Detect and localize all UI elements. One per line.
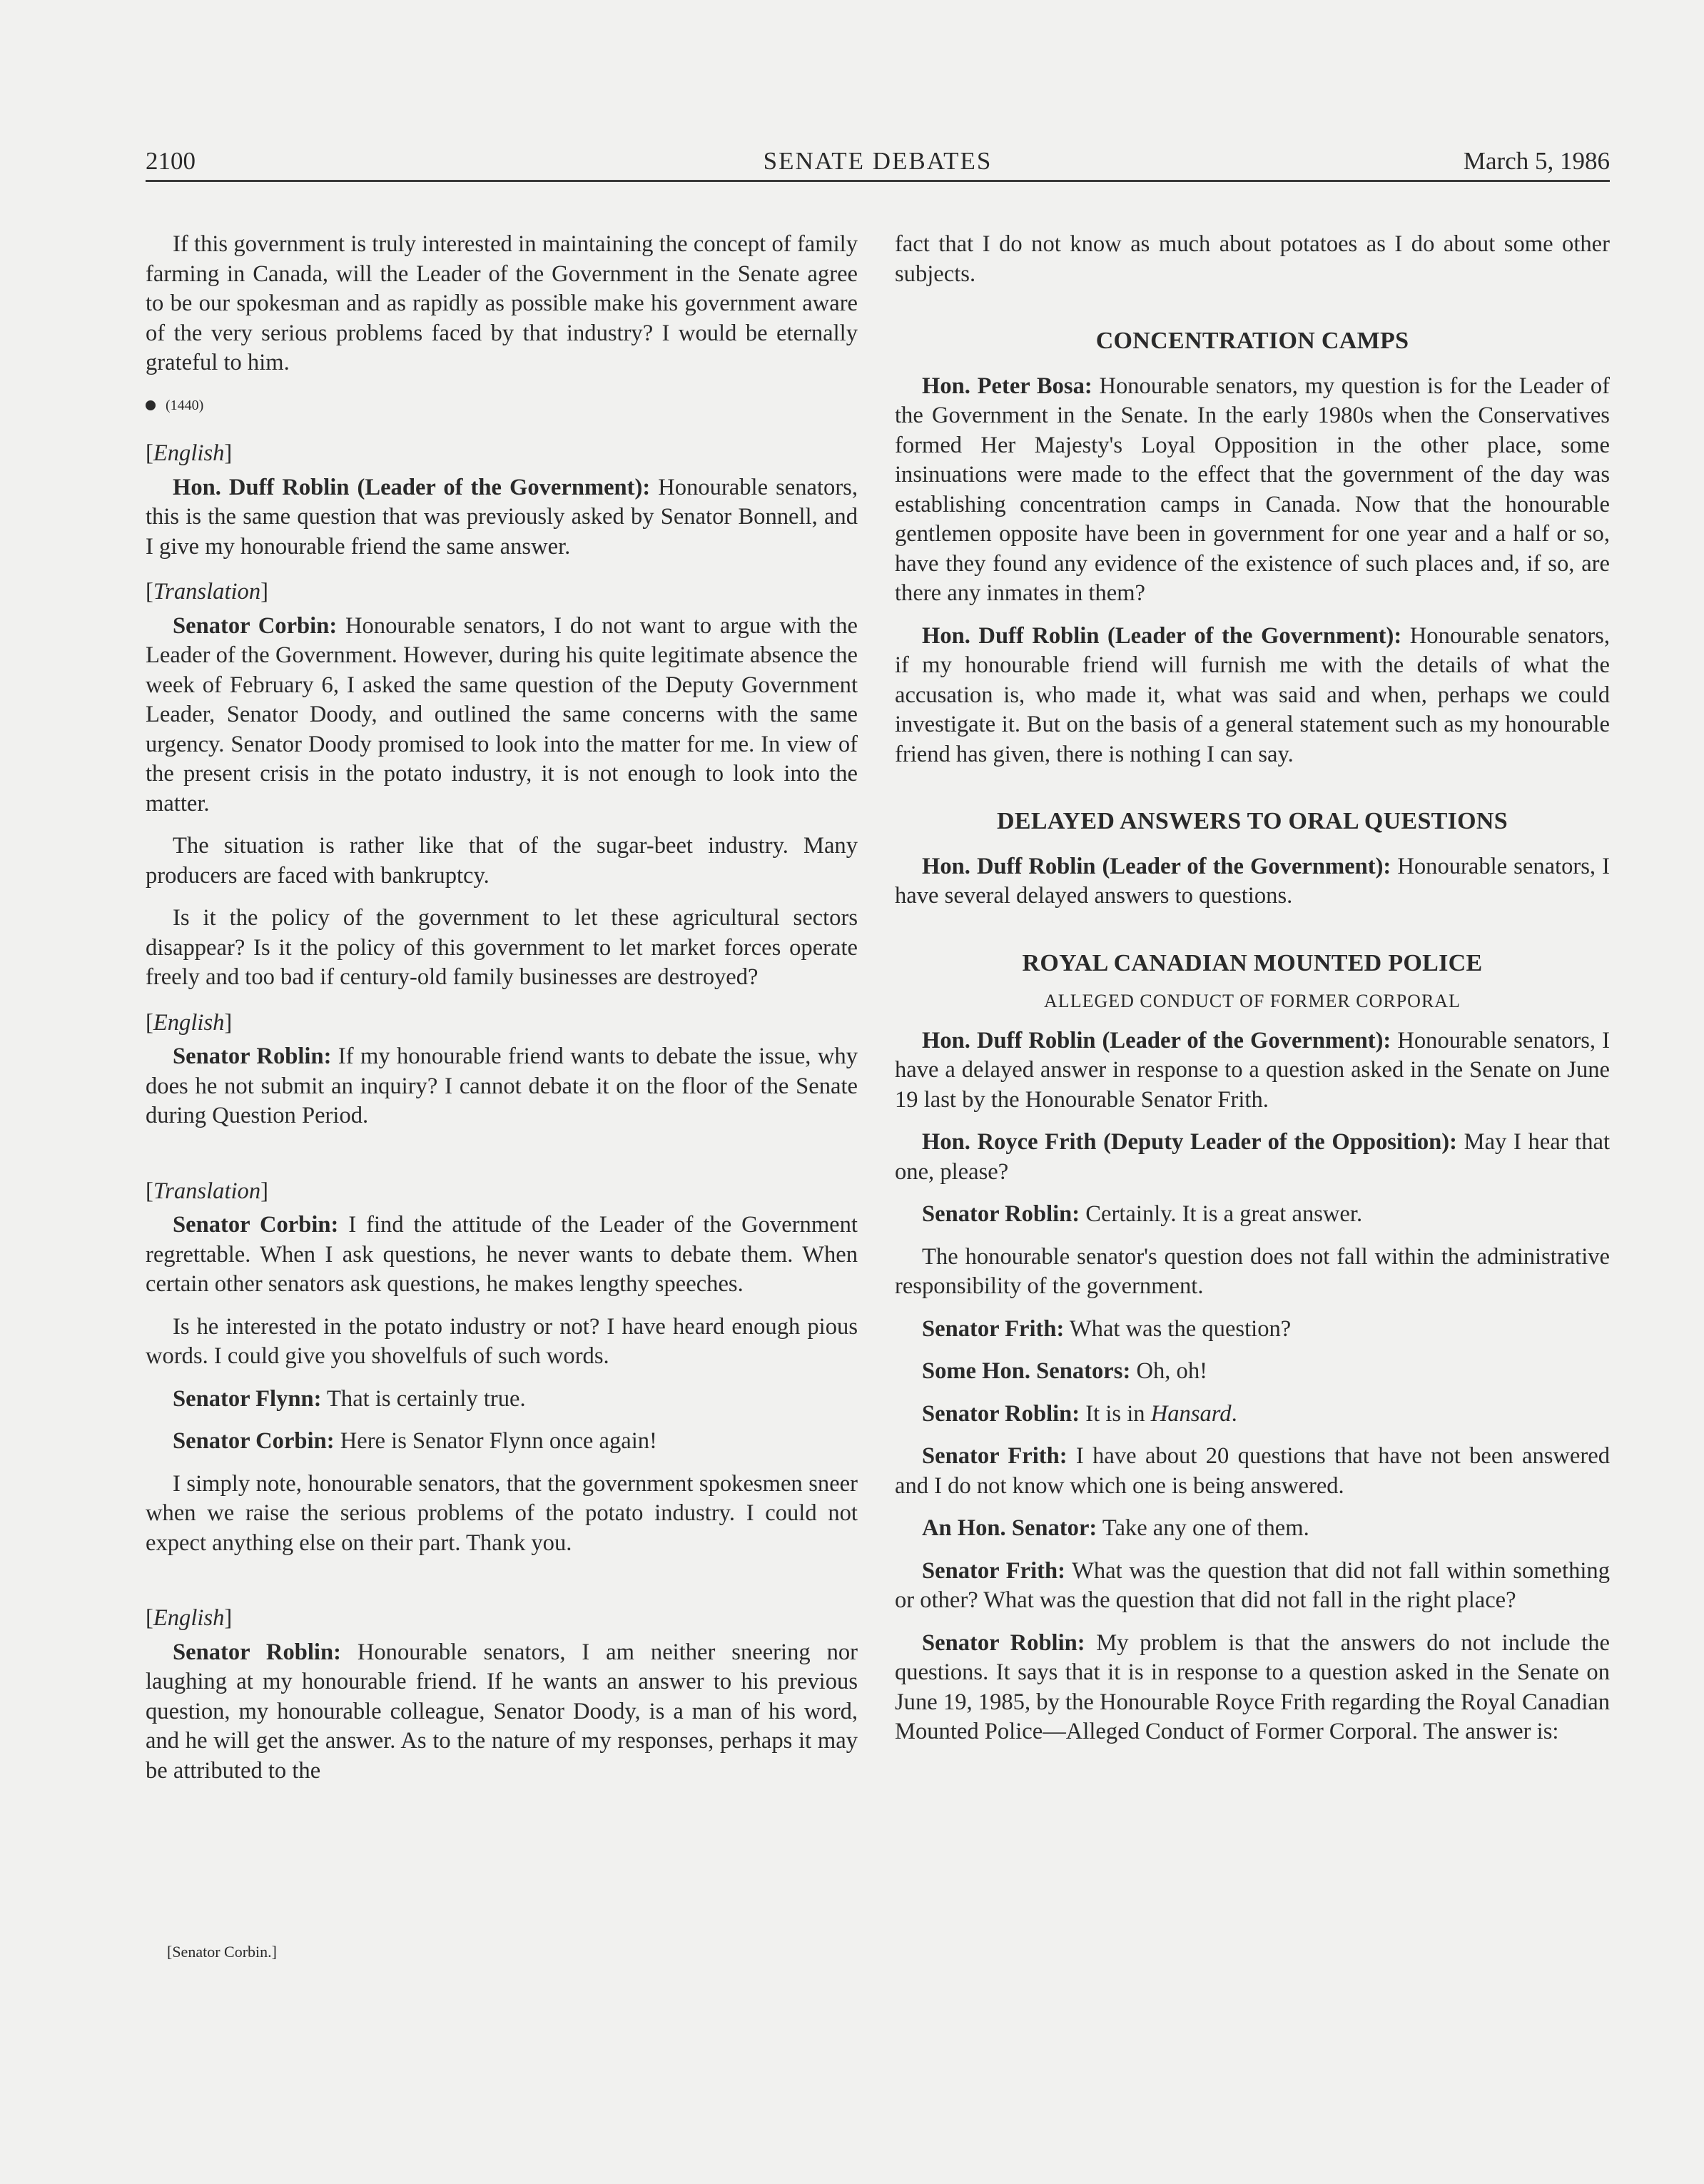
publication-title: SENATE DEBATES <box>763 147 993 175</box>
speaker-name: Senator Corbin: <box>173 1212 339 1238</box>
speech: Senator Roblin: Honourable senators, I am neither sneering nor laughing at my honourable friend. If he wants an answer to his previous question, my honourable colleague, Senator Doody, is a man of his word, and he will get the answer. As to the nature of my responses, perhaps it may be attributed to the <box>146 1639 858 1784</box>
paragraph: If this government is truly interested in maintaining the concept of family farming in Canada, will the Leader of the Government in the Senate agree to be our spokesman and as rapidly as possible make his government aware of the very serious problems faced by that industry? I would be eternally grateful to him. <box>146 231 858 375</box>
section-heading: ROYAL CANADIAN MOUNTED POLICE <box>1022 949 1483 976</box>
speech: Senator Roblin: Certainly. It is a great answer. <box>922 1201 1363 1227</box>
time-marker-label: (1440) <box>166 397 204 413</box>
paragraph: I simply note, honourable senators, that the government spokesmen sneer when we raise the serious problems of the potato industry. I could not expect anything else on their part. Thank you. <box>146 1470 858 1556</box>
speaker-name: Senator Frith: <box>922 1443 1067 1469</box>
speech: Senator Corbin: Honourable senators, I do not want to argue with the Leader of the Government. However, during his quite legitimate absence the week of February 6, I asked the same question of the Deputy Government Leader, Senator Doody, and outlined the same concerns with the same urgency. Senator Doody promised to look into the matter for me. In view of the present crisis in the potato industry, it is not enough to look into the matter. <box>146 612 858 817</box>
speech: Hon. Peter Bosa: Honourable senators, my question is for the Leader of the Government in the Senate. In the early 1980s when the Conservatives formed Her Majesty's Loyal Opposition in the other place, some insinuations were made to the effect that the government of the day was establishing concentration camps in Canada. Now that the honourable gentlemen opposite have been in government for one year and a half or so, have they found any evidence of the existence of such places and, if so, are there any inmates in them? <box>895 373 1610 606</box>
language-marker: [Translation] <box>146 1178 268 1204</box>
speech: Hon. Duff Roblin (Leader of the Government): Honourable senators, I have several delayed answers to questions. <box>895 853 1610 909</box>
speaker-name: Senator Flynn: <box>173 1385 322 1412</box>
speech: Senator Roblin: My problem is that the answers do not include the questions. It says that it is in response to a question asked in the Senate on June 19, 1985, by the Honourable Royce Frith regarding the Royal Canadian Mounted Police—Alleged Conduct of Former Corporal. The answer is: <box>895 1629 1610 1744</box>
speaker-name: Senator Corbin: <box>173 612 338 639</box>
speaker-name: Senator Frith: <box>922 1557 1065 1584</box>
right-column <box>895 230 1610 1760</box>
speech: Senator Corbin: I find the attitude of the Leader of the Government regrettable. When I ask questions, he never wants to debate them. When certain other senators ask questions, he makes lengthy speeches. <box>146 1212 858 1297</box>
language-marker: [Translation] <box>146 579 268 605</box>
speech: Hon. Duff Roblin (Leader of the Government): Honourable senators, if my honourable friend will furnish me with the details of what the accusation is, who made it, what was said and when, perhaps we could investigate it. But on the basis of a general statement such as my honourable friend has given, there is nothing I can say. <box>895 622 1610 767</box>
speech: Senator Corbin: Here is Senator Flynn once again! <box>173 1428 657 1454</box>
speaker-name: Senator Roblin: <box>173 1639 341 1665</box>
paragraph: The honourable senator's question does not fall within the administrative responsibility of the government. <box>895 1243 1610 1299</box>
speech: Hon. Duff Roblin (Leader of the Government): Honourable senators, this is the same question that was previously asked by Senator Bonnell, and I give my honourable friend the same answer. <box>146 474 858 560</box>
speech: Hon. Duff Roblin (Leader of the Government): Honourable senators, I have a delayed answer in response to a question asked in the Senate on June 19 last by the Honourable Senator Frith. <box>895 1027 1610 1113</box>
page-number: 2100 <box>146 147 196 175</box>
speech: Senator Frith: What was the question that did not fall within something or other? What was the question that did not fall in the right place? <box>895 1557 1610 1613</box>
speaker-name: Hon. Duff Roblin (Leader of the Government): <box>173 474 651 500</box>
paragraph: fact that I do not know as much about potatoes as I do about some other subjects. <box>895 231 1610 287</box>
speech: Senator Flynn: That is certainly true. <box>173 1385 526 1412</box>
paragraph: The situation is rather like that of the sugar-beet industry. Many producers are faced with bankruptcy. <box>146 833 858 889</box>
speech: Senator Frith: What was the question? <box>922 1315 1292 1342</box>
speaker-name: Hon. Royce Frith (Deputy Leader of the Opposition): <box>922 1129 1457 1155</box>
time-marker <box>146 391 858 421</box>
paragraph: Is he interested in the potato industry or not? I have heard enough pious words. I could give you shovelfuls of such words. <box>146 1313 858 1369</box>
speech: An Hon. Senator: Take any one of them. <box>922 1515 1309 1541</box>
speaker-name: Senator Frith: <box>922 1315 1065 1342</box>
speaker-name: Senator Roblin: <box>173 1043 332 1069</box>
speaker-name: Some Hon. Senators: <box>922 1358 1131 1384</box>
speaker-name: Senator Roblin: <box>922 1201 1080 1227</box>
speech: Hon. Royce Frith (Deputy Leader of the Opposition): May I hear that one, please? <box>895 1129 1610 1185</box>
speech: Senator Roblin: If my honourable friend wants to debate the issue, why does he not submit an inquiry? I cannot debate it on the floor of the Senate during Question Period. <box>146 1043 858 1128</box>
section-heading: DELAYED ANSWERS TO ORAL QUESTIONS <box>997 808 1508 834</box>
language-marker: [English] <box>146 440 233 466</box>
page-header <box>146 143 1610 182</box>
speech: Some Hon. Senators: Oh, oh! <box>922 1358 1207 1384</box>
paragraph: Is it the policy of the government to let these agricultural sectors disappear? Is it the policy of this government to let market forces operate freely and too bad if century-old family businesses are destroyed? <box>146 905 858 990</box>
speaker-name: An Hon. Senator: <box>922 1515 1097 1541</box>
language-marker: [English] <box>146 1605 233 1631</box>
speaker-name: Hon. Duff Roblin (Leader of the Government): <box>922 1027 1391 1053</box>
speech: Senator Roblin: It is in Hansard. <box>922 1400 1237 1427</box>
language-marker: [English] <box>146 1009 233 1036</box>
issue-date: March 5, 1986 <box>1463 147 1610 175</box>
section-subheading: ALLEGED CONDUCT OF FORMER CORPORAL <box>1044 991 1461 1011</box>
speaker-name: Senator Roblin: <box>922 1629 1085 1656</box>
section-heading: CONCENTRATION CAMPS <box>1095 328 1409 354</box>
speaker-name: Hon. Peter Bosa: <box>922 373 1092 399</box>
bullet-icon <box>146 400 156 410</box>
footer-note: [Senator Corbin.] <box>167 1943 277 1961</box>
speech: Senator Frith: I have about 20 questions that have not been answered and I do not know which one is being answered. <box>895 1443 1610 1499</box>
left-column <box>146 230 858 1799</box>
speaker-name: Senator Roblin: <box>922 1400 1080 1427</box>
speaker-name: Hon. Duff Roblin (Leader of the Government): <box>922 622 1402 649</box>
speaker-name: Senator Corbin: <box>173 1428 335 1454</box>
speaker-name: Hon. Duff Roblin (Leader of the Government): <box>922 853 1391 879</box>
